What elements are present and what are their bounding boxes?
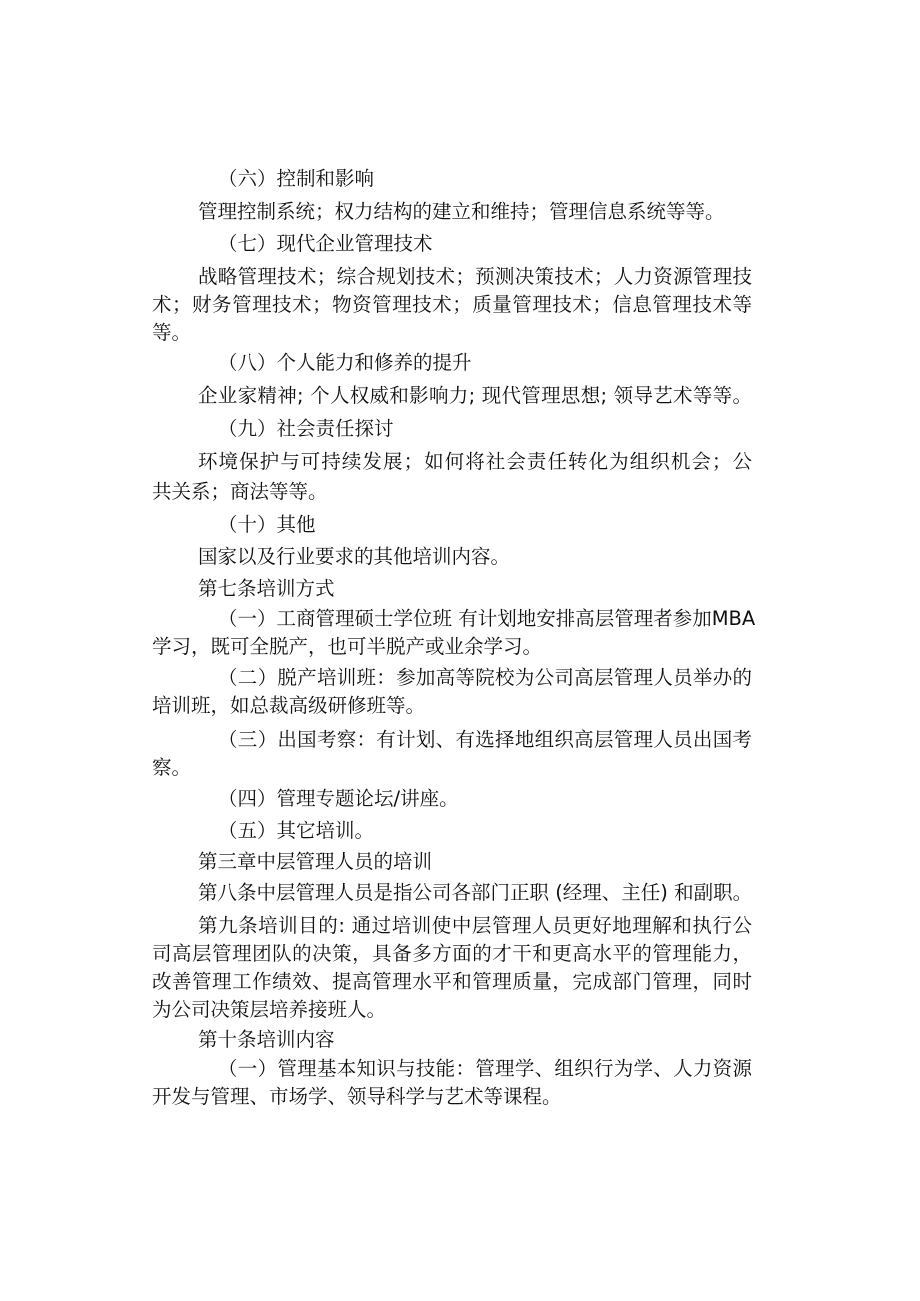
paragraph-line: 为公司决策层培养接班人。 [152,998,387,1021]
paragraph-line: 培训班，如总裁高级研修班等。 [152,694,426,717]
article-heading-7: 第七条培训方式 [198,577,335,600]
paragraph-line: 察。 [152,756,192,779]
section-heading-9: （九）社会责任探讨 [218,417,394,440]
paragraph-line: （二）脱产培训班：参加高等院校为公司高层管理人员举办的 [218,666,752,689]
paragraph-line: 企业家精神; 个人权威和影响力; 现代管理思想; 领导艺术等等。 [198,384,752,407]
paragraph-line: （一）管理基本知识与技能：管理学、组织行为学、人力资源 [218,1057,752,1080]
list-item-4: （四）管理专题论坛/讲座。 [218,787,459,810]
chapter-heading-3: 第三章中层管理人员的培训 [198,850,433,873]
paragraph-line: 第八条中层管理人员是指公司各部门正职 (经理、主任) 和副职。 [198,881,753,904]
article-heading-10: 第十条培训内容 [198,1028,335,1051]
paragraph-line: 国家以及行业要求的其他培训内容。 [198,545,511,568]
paragraph-line: 术；财务管理技术；物资管理技术；质量管理技术；信息管理技术等 [152,293,752,316]
paragraph-line: （一）工商管理硕士学位班 有计划地安排高层管理者参加MBA [218,607,756,630]
paragraph-line: 开发与管理、市场学、领导科学与艺术等课程。 [152,1085,562,1108]
paragraph-line: 管理控制系统；权力结构的建立和维持；管理信息系统等等。 [198,200,725,223]
paragraph-line: 学习，既可全脱产，也可半脱产或业余学习。 [152,635,543,658]
paragraph-line: （三）出国考察：有计划、有选择地组织高层管理人员出国考 [218,728,752,751]
paragraph-line: 第九条培训目的: 通过培训使中层管理人员更好地理解和执行公 [198,914,752,937]
paragraph-line: 环境保护与可持续发展；如何将社会责任转化为组织机会；公 [198,450,752,473]
paragraph-line: 改善管理工作绩效、提高管理水平和管理质量，完成部门管理，同时 [152,970,752,993]
paragraph-line: 等。 [152,321,192,344]
paragraph-line: 司高层管理团队的决策，具备多方面的才干和更高水平的管理能力， [152,942,752,965]
section-heading-10: （十）其他 [218,513,316,536]
section-heading-7: （七）现代企业管理技术 [218,232,433,255]
paragraph-line: 共关系；商法等等。 [152,480,328,503]
section-heading-8: （八）个人能力和修养的提升 [218,351,472,374]
paragraph-line: 战略管理技术；综合规划技术；预测决策技术；人力资源管理技 [198,265,752,288]
list-item-5: （五）其它培训。 [218,819,375,842]
section-heading-6: （六）控制和影响 [218,167,375,190]
